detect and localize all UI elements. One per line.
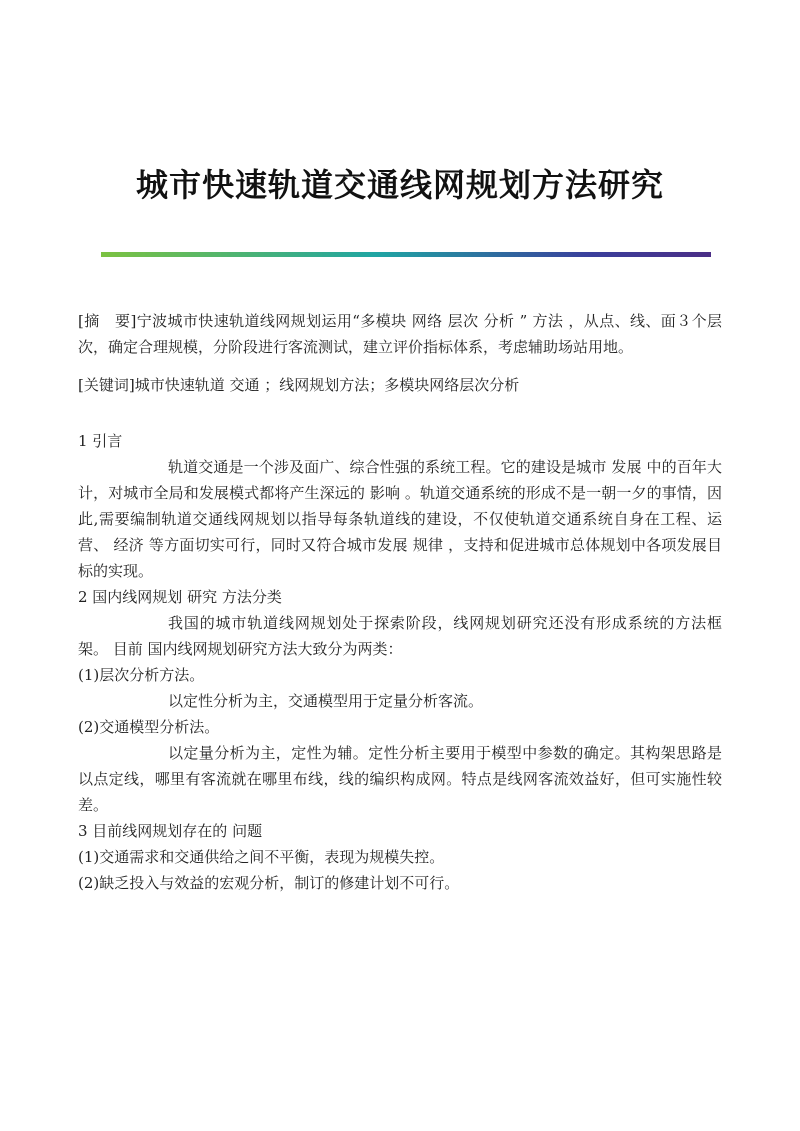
document-title: 城市快速轨道交通线网规划方法研究 [135,166,664,204]
list-item-text: 以定量分析为主，定性为辅。定性分析主要用于模型中参数的确定。其构架思路是以点定线，哪里有客流就在哪里布线，线的编织构成网。特点是线网客流效益好，但可实施性较差。 [78,744,722,814]
section-heading: 1 引言 [78,432,123,450]
document-body [78,308,722,896]
list-item-text: 以定性分析为主，交通模型用于定量分析客流。 [168,692,484,710]
section-heading: 3 目前线网规划存在的 问题 [78,822,263,840]
section-paragraph: 轨道交通是一个涉及面广、综合性强的系统工程。它的建设是城市 发展 中的百年大计，对城市全局和发展模式都将产生深远的 影响 。轨道交通系统的形成不是一朝一夕的事情，因此,需要编制轨道交通线网规划以指导每条轨道线的建设，不仅使轨道交通系统自身在工程、运营、 经济 等方面切实可行，同时又符合城市发展 规律 ，支持和促进城市总体规划中各项发展目标的实现。 [78,458,722,580]
section-paragraph: 我国的城市轨道线网规划处于探索阶段，线网规划研究还没有形成系统的方法框架。 目前 国内线网规划研究方法大致分为两类： [78,614,722,658]
list-item: (1)层次分析方法。 [78,666,205,684]
section-heading: 2 国内线网规划 研究 方法分类 [78,588,282,606]
list-item: (2)交通模型分析法。 [78,718,220,736]
keywords: [关键词]城市快速轨道 交通 ；线网规划方法；多模块网络层次分析 [78,376,520,394]
list-item: (2)缺乏投入与效益的宏观分析，制订的修建计划不可行。 [78,874,460,892]
abstract: [摘 要]宁波城市快速轨道线网规划运用“多模块 网络 层次 分析 ” 方法 ，从点、线、面３个层次，确定合理规模，分阶段进行客流测试，建立评价指标体系，考虑辅助场站用地。 [78,312,722,356]
list-item: (1)交通需求和交通供给之间不平衡，表现为规模失控。 [78,848,445,866]
title-divider [101,252,711,257]
